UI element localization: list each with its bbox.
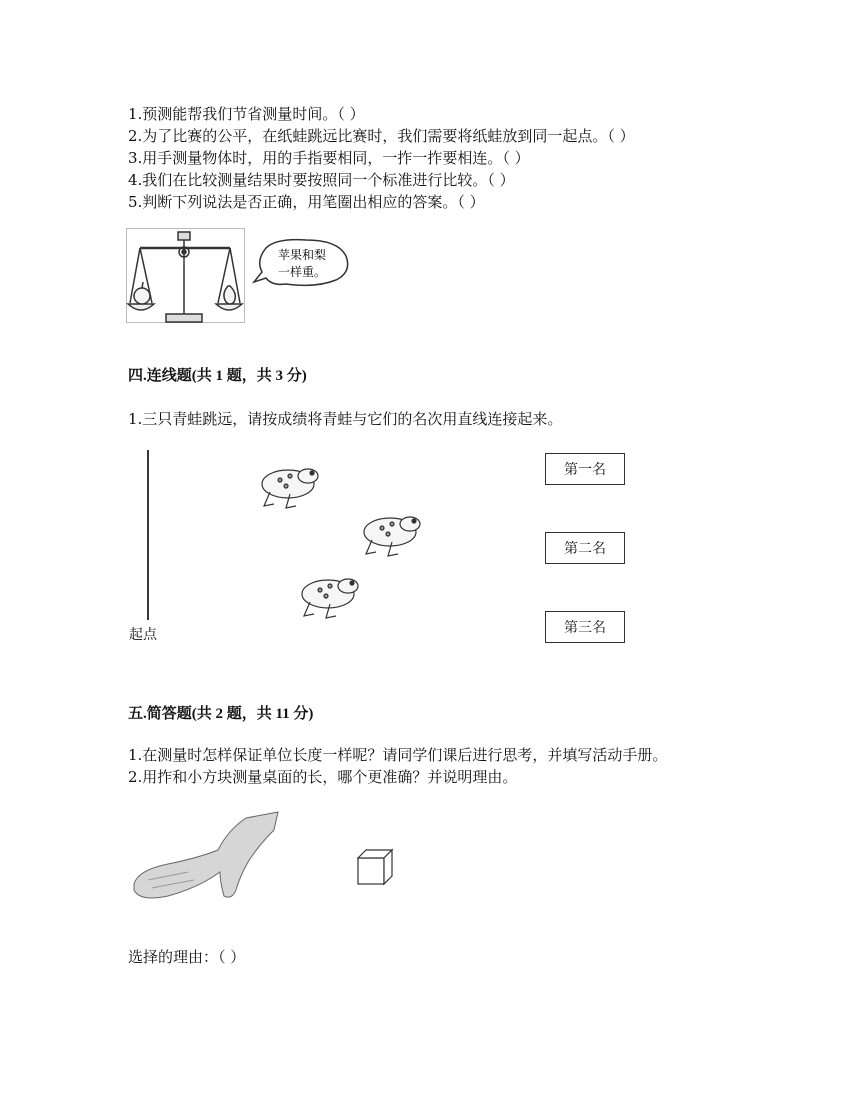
- hand-and-cube-figure: [128, 810, 408, 910]
- section4-question: 1.三只青蛙跳远，请按成绩将青蛙与它们的名次用直线连接起来。: [128, 410, 563, 428]
- tf-item-1: 1.预测能帮我们节省测量时间。（ ）: [128, 105, 365, 123]
- tf-item-5: 5.判断下列说法是否正确，用笔圈出相应的答案。（ ）: [128, 193, 485, 211]
- section5-heading: 五.简答题(共 2 题，共 11 分): [128, 706, 314, 722]
- rank-box-first: 第一名: [545, 453, 625, 485]
- tf-item-4: 4.我们在比较测量结果时要按照同一个标准进行比较。（ ）: [128, 171, 515, 189]
- bubble-line-1: 苹果和梨: [278, 248, 327, 262]
- bubble-line-2: 一样重。: [278, 265, 327, 279]
- section5-question-2: 2.用拃和小方块测量桌面的长，哪个更准确？并说明理由。: [128, 768, 518, 786]
- small-cube-icon: [358, 850, 392, 884]
- section5-question-1: 1.在测量时怎样保证单位长度一样呢？请同学们课后进行思考，并填写活动手册。: [128, 746, 668, 764]
- rank-box-second: 第二名: [545, 532, 625, 564]
- tf-item-3: 3.用手测量物体时，用的手指要相同，一拃一拃要相连。（ ）: [128, 149, 530, 167]
- frog-2-icon: [364, 517, 420, 556]
- frog-1-icon: [262, 469, 318, 508]
- rank-box-third: 第三名: [545, 611, 625, 643]
- start-line-label: 起点: [129, 627, 157, 643]
- answer-reason-label: 选择的理由：（ ）: [128, 948, 246, 966]
- frog-3-icon: [302, 579, 358, 618]
- balance-scale-figure: [126, 228, 356, 324]
- tf-item-2: 2.为了比赛的公平，在纸蛙跳远比赛时，我们需要将纸蛙放到同一起点。（ ）: [128, 127, 635, 145]
- hand-span-icon: [134, 812, 278, 898]
- section4-heading: 四.连线题(共 1 题，共 3 分): [128, 368, 307, 384]
